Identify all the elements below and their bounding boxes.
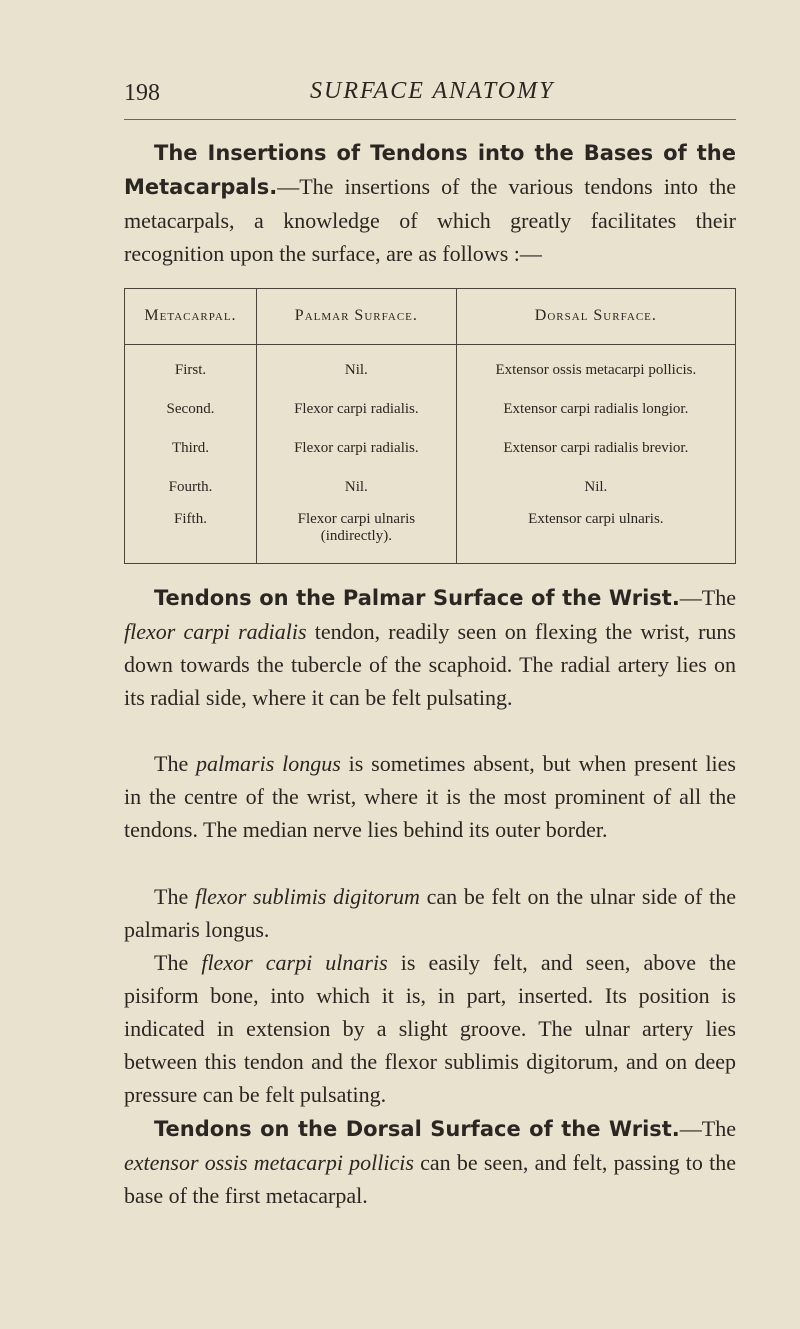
section-heading-insertions: The Insertions of Tendons into the Bases of the Metacarpals.	[124, 141, 736, 199]
text-run: The	[154, 751, 197, 776]
section-heading-palmar-wrist: Tendons on the Palmar Surface of the Wrist.	[154, 586, 680, 610]
term-extensor-ossis-metacarpi-pollicis: extensor ossis metacarpi pollicis	[124, 1150, 414, 1175]
table-cell: Nil.	[456, 468, 735, 507]
header-rule	[124, 119, 736, 120]
term-flexor-carpi-radialis: flexor carpi radialis	[124, 619, 307, 644]
table-cell: Extensor carpi radialis brevior.	[456, 429, 735, 468]
table-cell: Nil.	[256, 468, 456, 507]
paragraph-flexor-carpi-ulnaris	[124, 946, 736, 1111]
insertions-table-wrap	[124, 288, 736, 564]
running-head	[124, 76, 736, 116]
text-run: —The	[679, 1116, 736, 1141]
term-flexor-carpi-ulnaris: flexor carpi ulnaris	[201, 950, 388, 975]
text-run: —The	[679, 585, 736, 610]
table-cell: Extensor carpi ulnaris.	[456, 507, 735, 564]
text-run: can be felt on the ulnar side of the palmaris longus.	[124, 884, 736, 942]
table-cell: First.	[125, 345, 257, 391]
table-cell: Extensor carpi radialis longior.	[456, 390, 735, 429]
table-row	[125, 390, 736, 429]
text-run: is sometimes absent, but when present lies in the centre of the wrist, where it is the most prominent of all the tendons. The median nerve lies behind its outer border.	[124, 751, 736, 842]
paragraph-dorsal-wrist	[124, 1112, 736, 1212]
table-cell: Nil.	[256, 345, 456, 391]
table-row	[125, 429, 736, 468]
text-run: The	[154, 884, 195, 909]
table-header-row	[125, 288, 736, 345]
page-number: 198	[124, 80, 160, 106]
table-row	[125, 507, 736, 564]
text-run: can be seen, and felt, passing to the base of the first metacarpal.	[124, 1150, 736, 1208]
paragraph-insertions	[124, 136, 736, 270]
paragraph-palmaris-longus	[124, 747, 736, 846]
table-cell: Flexor carpi radialis.	[256, 390, 456, 429]
running-title: SURFACE ANATOMY	[310, 78, 555, 104]
table-row	[125, 468, 736, 507]
table-cell: Fifth.	[125, 507, 257, 564]
column-header-dorsal: Dorsal Surface.	[456, 288, 735, 345]
paragraph-flexor-carpi-radialis	[124, 581, 736, 714]
table-row	[125, 345, 736, 391]
column-header-palmar: Palmar Surface.	[256, 288, 456, 345]
text-run: tendon, readily seen on flexing the wrist, runs down towards the tubercle of the scaphoid. The radial artery lies on its radial side, where it can be felt pulsating.	[124, 619, 736, 710]
table-cell: Third.	[125, 429, 257, 468]
insertions-table	[124, 288, 736, 564]
table-cell: Fourth.	[125, 468, 257, 507]
paragraph-flexor-sublimis	[124, 880, 736, 946]
term-palmaris-longus: palmaris longus	[196, 751, 341, 776]
column-header-metacarpal: Metacarpal.	[125, 288, 257, 345]
paragraph-insertions-text: —The insertions of the various tendons into the metacarpals, a knowledge of which greatly facilitates their recognition upon the surface, are as follows :—	[124, 174, 736, 266]
table-cell: Extensor ossis metacarpi pollicis.	[456, 345, 735, 391]
table-cell: Second.	[125, 390, 257, 429]
term-flexor-sublimis-digitorum: flexor sublimis digitorum	[194, 884, 420, 909]
section-heading-dorsal-wrist: Tendons on the Dorsal Surface of the Wrist.	[154, 1117, 680, 1141]
table-cell: Flexor carpi ulnaris (indirectly).	[256, 507, 456, 564]
text-run: is easily felt, and seen, above the pisiform bone, into which it is, in part, inserted. Its position is indicated in extension by a slight groove. The ulnar artery lies between this tendon and the flexor sublimis digitorum, and on deep pressure can be felt pulsating.	[124, 950, 736, 1107]
table-cell: Flexor carpi radialis.	[256, 429, 456, 468]
text-run: The	[154, 950, 202, 975]
